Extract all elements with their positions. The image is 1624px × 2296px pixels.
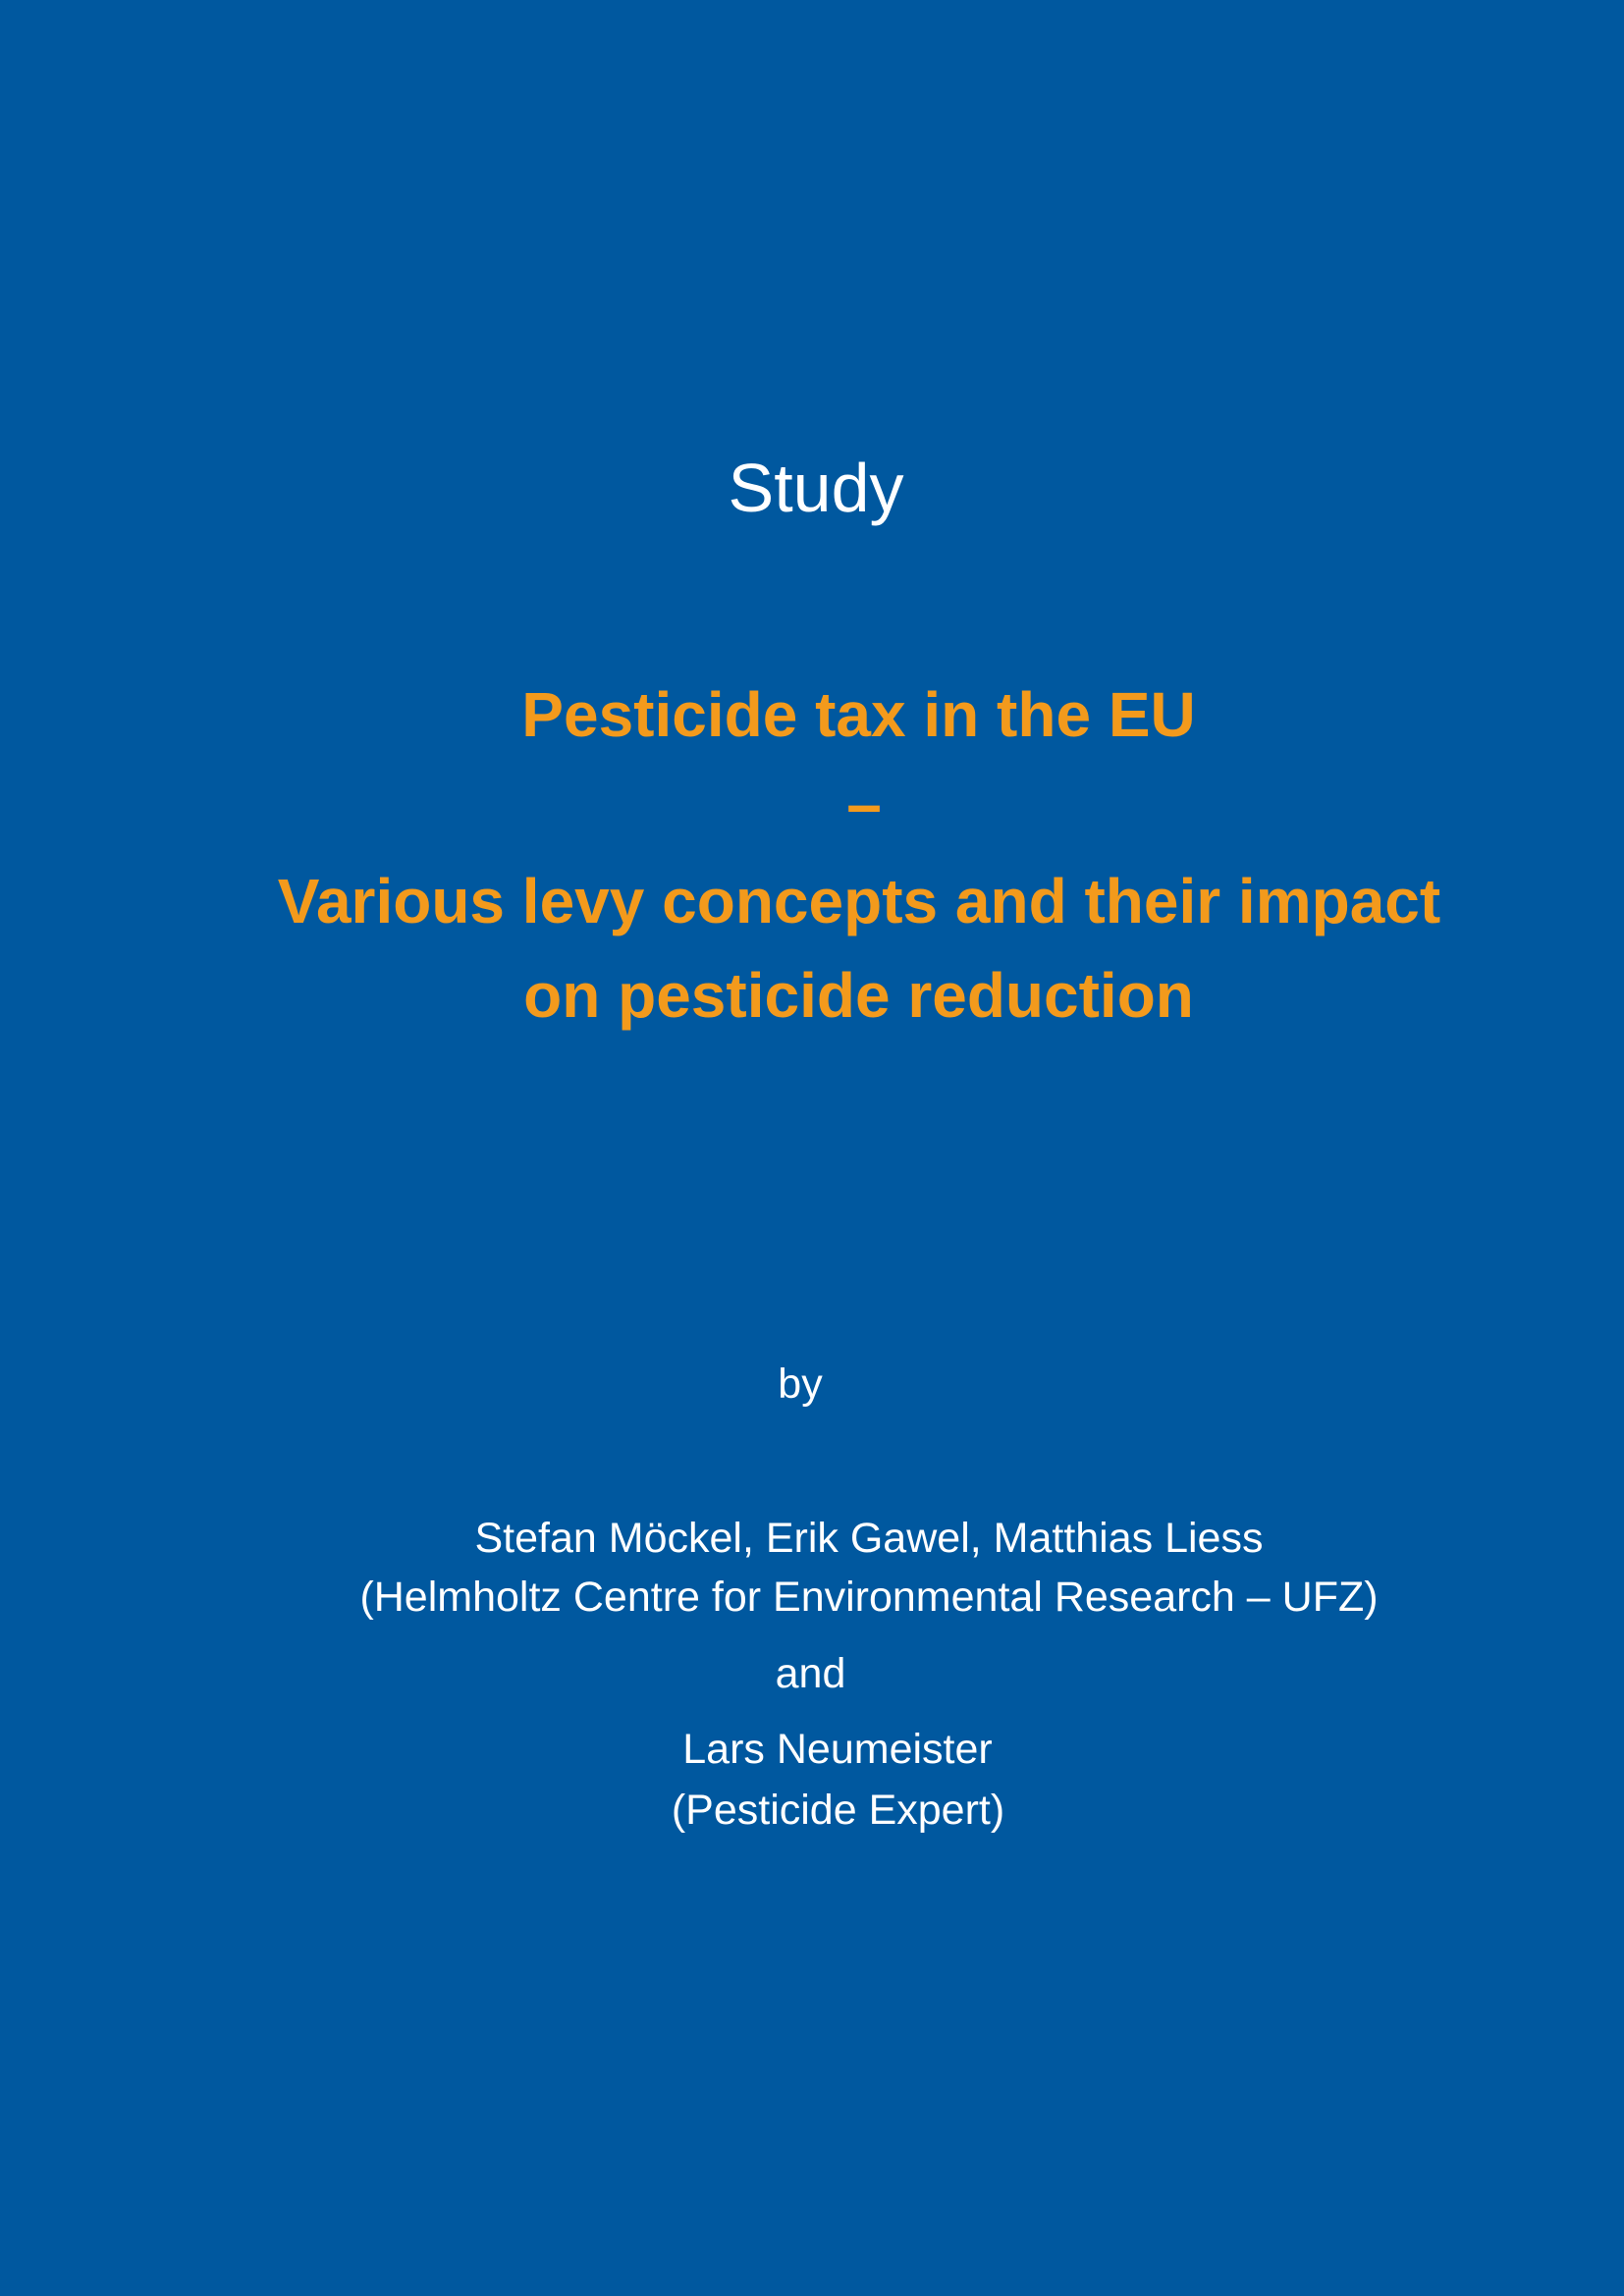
- expert-name: Lars Neumeister: [682, 1726, 993, 1773]
- by-label: by: [778, 1361, 823, 1408]
- document-type-label: Study: [728, 450, 904, 526]
- author-affiliation: (Helmholtz Centre for Environmental Research – UFZ): [359, 1574, 1379, 1621]
- authors: Stefan Möckel, Erik Gawel, Matthias Liess: [474, 1515, 1264, 1562]
- title-line-1: Pesticide tax in the EU: [521, 679, 1196, 750]
- title-line-2: Various levy concepts and their impact: [277, 866, 1441, 936]
- title-dash: –: [846, 769, 882, 839]
- and-label: and: [775, 1650, 846, 1697]
- expert-role: (Pesticide Expert): [671, 1787, 1005, 1834]
- title-line-3: on pesticide reduction: [523, 960, 1194, 1031]
